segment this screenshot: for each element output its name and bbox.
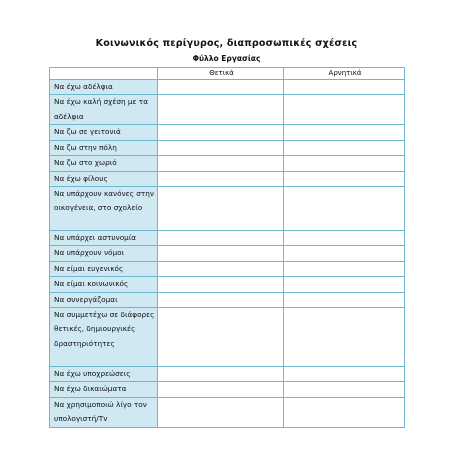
negative-answer-cell[interactable] [284,80,405,95]
negative-answer-cell[interactable] [284,277,405,292]
row-label-text: Να συμμετέχω σε διάφορες θετικές, δημιουργικές δραστηριότητες [54,310,155,348]
positive-answer-cell[interactable] [158,261,284,276]
negative-answer-cell[interactable] [284,140,405,155]
row-label [50,246,158,261]
row-label [50,292,158,307]
positive-answer-cell[interactable] [158,277,284,292]
row-label [50,156,158,171]
table-row [50,367,405,382]
row-label-text: Να έχω καλή σχέση με τα αδέλφια [54,97,149,121]
positive-answer-cell[interactable] [158,171,284,186]
table-row [50,382,405,397]
row-label-text: Να συνεργάζομαι [54,294,118,304]
row-label [50,125,158,140]
row-label-text: Να χρησιμοποιώ λίγο τον υπολογιστή/Τv [54,399,147,424]
row-label-text: Να είμαι κοινωνικός [54,279,129,289]
header-negative: Αρνητικά [284,68,405,80]
table-row [50,277,405,292]
positive-answer-cell[interactable] [158,156,284,171]
positive-answer-cell[interactable] [158,308,284,367]
negative-answer-cell[interactable] [284,125,405,140]
positive-answer-cell[interactable] [158,125,284,140]
positive-answer-cell[interactable] [158,367,284,382]
row-label [50,140,158,155]
header-corner-cell [50,68,158,80]
row-label-text: Να υπάρχει αστυνομία [54,233,137,243]
positive-answer-cell[interactable] [158,140,284,155]
positive-answer-cell[interactable] [158,382,284,397]
row-label [50,261,158,276]
row-label-text: Να έχω αδέλφια [54,82,113,91]
negative-answer-cell[interactable] [284,246,405,261]
row-label-text: Να έχω δικαιώματα [54,384,127,394]
negative-answer-cell[interactable] [284,187,405,231]
header-positive: Θετικά [158,68,284,80]
positive-answer-cell[interactable] [158,187,284,231]
row-label [50,95,158,125]
table-row [50,308,405,367]
negative-answer-cell[interactable] [284,367,405,382]
table-row [50,140,405,155]
row-label-text: Να υπάρχουν νόμοι [54,248,125,258]
table-row [50,231,405,246]
positive-answer-cell[interactable] [158,292,284,307]
page-subtitle: Φύλλο Εργασίας [192,54,261,63]
table-row [50,246,405,261]
row-label [50,367,158,382]
table-row [50,171,405,186]
row-label-text: Να ζω στην πόλη [54,142,117,152]
positive-answer-cell[interactable] [158,80,284,95]
negative-answer-cell[interactable] [284,171,405,186]
row-label-text: Να ζω σε γειτονιά [54,127,121,137]
negative-answer-cell[interactable] [284,231,405,246]
row-label-text: Να έχω υποχρεώσεις [54,369,131,379]
page-title: Κοινωνικός περίγυρος, διαπροσωπικές σχέσεις [95,38,358,49]
negative-answer-cell[interactable] [284,156,405,171]
header-row [50,68,405,80]
row-label-text: Να ζω στο χωριό [54,158,117,168]
row-label-text: Να είμαι ευγενικός [54,263,124,273]
row-label-text: Να έχω φίλους [54,173,108,183]
table-body [50,80,405,428]
positive-answer-cell[interactable] [158,397,284,427]
row-label [50,231,158,246]
row-label-text: Να υπάρχουν κανόνες στην οικογένεια, στο σχολείο [54,189,154,213]
table-row [50,156,405,171]
row-label [50,308,158,367]
row-label [50,187,158,231]
positive-answer-cell[interactable] [158,95,284,125]
negative-answer-cell[interactable] [284,382,405,397]
table-row [50,187,405,231]
row-label [50,382,158,397]
table-row [50,125,405,140]
negative-answer-cell[interactable] [284,397,405,427]
negative-answer-cell[interactable] [284,308,405,367]
row-label [50,277,158,292]
table-row [50,261,405,276]
negative-answer-cell[interactable] [284,292,405,307]
table-row [50,95,405,125]
negative-answer-cell[interactable] [284,95,405,125]
positive-answer-cell[interactable] [158,246,284,261]
table-row [50,397,405,427]
row-label [50,80,158,95]
worksheet-table [49,67,405,428]
positive-answer-cell[interactable] [158,231,284,246]
row-label [50,397,158,427]
negative-answer-cell[interactable] [284,261,405,276]
row-label [50,171,158,186]
table-row [50,292,405,307]
table-row [50,80,405,95]
